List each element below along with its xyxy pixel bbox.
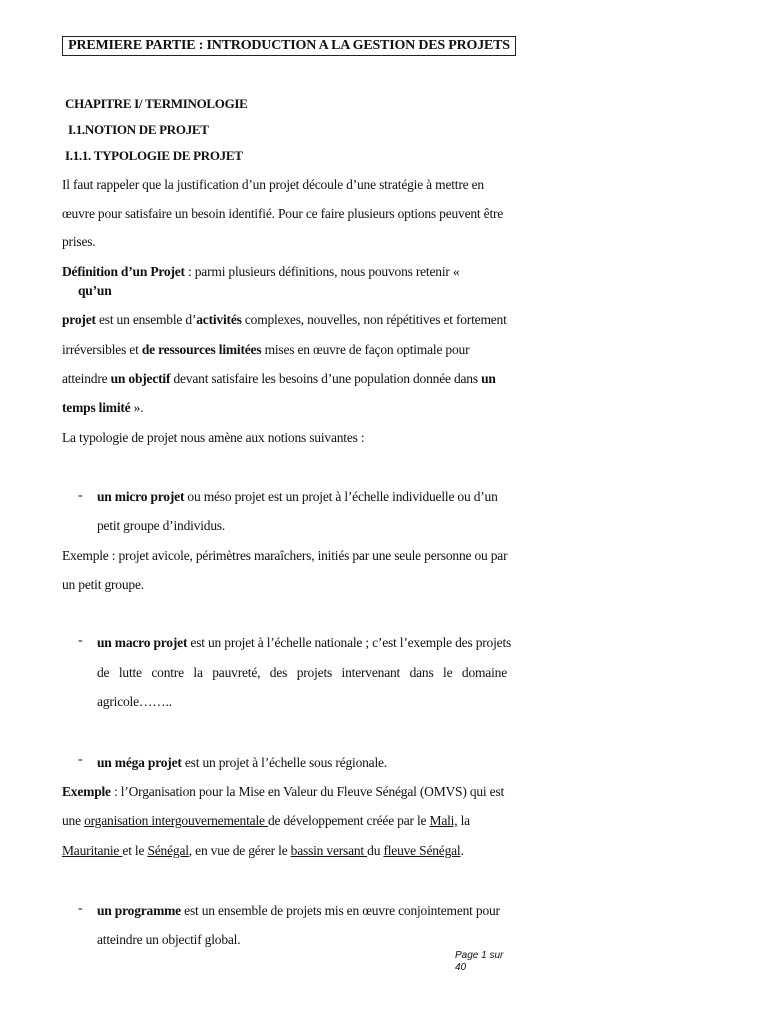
section-heading: I.1.NOTION DE PROJET bbox=[68, 122, 209, 137]
example2-line-1 bbox=[62, 784, 504, 800]
intro-line-2: œuvre pour satisfaire un besoin identifié. Pour ce faire plusieurs options peuvent être bbox=[62, 206, 504, 221]
part-title: PREMIERE PARTIE : INTRODUCTION A LA GESTION DES PROJETS bbox=[62, 36, 516, 56]
example-text: de développement créée par le bbox=[267, 813, 430, 828]
macro-line-1 bbox=[97, 635, 511, 651]
chapter-heading: CHAPITRE I/ TERMINOLOGIE bbox=[65, 96, 248, 111]
example1-line-2: un petit groupe. bbox=[62, 577, 144, 592]
bullet-term: un micro projet bbox=[97, 489, 185, 504]
definition-bold: activités bbox=[196, 312, 242, 327]
definition-text: mises en œuvre de façon optimale pour bbox=[261, 342, 470, 357]
definition-text: ». bbox=[130, 400, 144, 415]
example-text: la bbox=[457, 813, 470, 828]
definition-text: complexes, nouvelles, non répétitives et fortement bbox=[241, 312, 507, 327]
link-mali[interactable]: Mali, bbox=[429, 813, 458, 828]
page-number-line-1: Page 1 sur bbox=[455, 950, 504, 961]
bullet-term: un macro projet bbox=[97, 635, 188, 650]
definition-line-3 bbox=[62, 312, 507, 328]
example2-line-2 bbox=[62, 813, 470, 829]
subsection-heading: I.1.1. TYPOLOGIE DE PROJET bbox=[65, 148, 243, 163]
mega-line-1 bbox=[97, 755, 387, 771]
definition-label: Définition d’un Projet bbox=[62, 264, 185, 279]
programme-line-1 bbox=[97, 903, 500, 919]
example-text: et le bbox=[122, 843, 148, 858]
example1-line-1: Exemple : projet avicole, périmètres maraîchers, initiés par une seule personne ou par bbox=[62, 548, 508, 563]
bullet-dash: - bbox=[78, 633, 83, 648]
link-bassin-versant[interactable]: bassin versant bbox=[290, 843, 368, 858]
bullet-text: est un projet à l’échelle sous régionale. bbox=[181, 755, 387, 770]
example-text: . bbox=[460, 843, 464, 858]
definition-line-1 bbox=[62, 264, 459, 280]
bullet-text: est un projet à l’échelle nationale ; c’est l’exemple des projets bbox=[187, 635, 512, 650]
bullet-dash: - bbox=[78, 901, 83, 916]
definition-line-4 bbox=[62, 342, 469, 358]
definition-bold: temps limité bbox=[62, 400, 131, 415]
link-senegal[interactable]: Sénégal bbox=[147, 843, 189, 858]
bullet-text: est un ensemble de projets mis en œuvre conjointement pour bbox=[180, 903, 500, 918]
definition-bold: un bbox=[481, 371, 496, 386]
definition-text: atteindre bbox=[62, 371, 111, 386]
example-text: une bbox=[62, 813, 85, 828]
micro-line-2: petit groupe d’individus. bbox=[97, 518, 226, 533]
example-text: , en vue de gérer le bbox=[188, 843, 291, 858]
typology-intro: La typologie de projet nous amène aux notions suivantes : bbox=[62, 430, 365, 445]
example-label: Exemple bbox=[62, 784, 111, 799]
definition-bold: de ressources limitées bbox=[141, 342, 262, 357]
definition-text: devant satisfaire les besoins d’une population donnée dans bbox=[170, 371, 482, 386]
bullet-dash: - bbox=[78, 752, 83, 767]
example2-line-3 bbox=[62, 843, 464, 859]
page-number bbox=[455, 950, 515, 974]
bullet-text: ou méso projet est un projet à l’échelle individuelle ou d’un bbox=[184, 489, 498, 504]
definition-line-2 bbox=[78, 283, 112, 299]
intro-line-1: Il faut rappeler que la justification d’un projet découle d’une stratégie à mettre en bbox=[62, 177, 484, 192]
programme-line-2: atteindre un objectif global. bbox=[97, 932, 241, 947]
definition-line-5 bbox=[62, 371, 496, 387]
intro-line-3: prises. bbox=[62, 234, 96, 249]
example-text: du bbox=[367, 843, 384, 858]
bullet-dash: - bbox=[78, 488, 83, 503]
definition-text: est un ensemble d’ bbox=[95, 312, 197, 327]
macro-line-3: agricole…….. bbox=[97, 694, 172, 709]
definition-line-6 bbox=[62, 400, 143, 416]
bullet-term: un programme bbox=[97, 903, 181, 918]
link-organisation[interactable]: organisation intergouvernementale bbox=[84, 813, 268, 828]
micro-line-1 bbox=[97, 489, 498, 505]
page-number-line-2: 40 bbox=[455, 962, 467, 973]
definition-text: irréversibles et bbox=[62, 342, 142, 357]
bullet-term: un méga projet bbox=[97, 755, 182, 770]
definition-text: : parmi plusieurs définitions, nous pouvons retenir « bbox=[184, 264, 460, 279]
definition-bold: qu’un bbox=[78, 283, 112, 298]
macro-line-2: de lutte contre la pauvreté, des projets intervenant dans le domaine bbox=[97, 665, 507, 680]
definition-bold: projet bbox=[62, 312, 96, 327]
example-text: : l’Organisation pour la Mise en Valeur du Fleuve Sénégal (OMVS) qui est bbox=[110, 784, 505, 799]
link-fleuve-senegal[interactable]: fleuve Sénégal bbox=[383, 843, 461, 858]
definition-bold: un objectif bbox=[110, 371, 171, 386]
link-mauritanie[interactable]: Mauritanie bbox=[62, 843, 123, 858]
